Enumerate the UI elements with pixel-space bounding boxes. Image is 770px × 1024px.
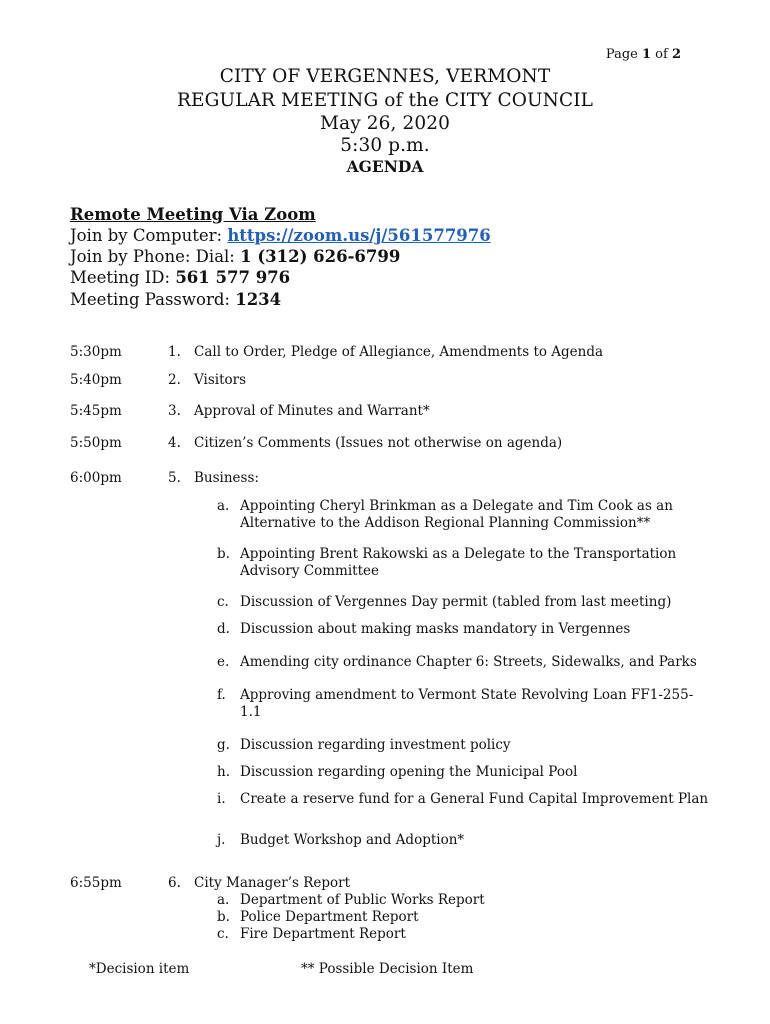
join-phone-label: Join by Phone: Dial: [70,247,241,266]
agenda-item: Citizen’s Comments (Issues not otherwise on agenda) [194,435,563,451]
meeting-password-label: Meeting Password: [70,290,236,309]
business-letter: h. [217,764,230,780]
meeting-time: 5:30 p.m. [340,135,430,156]
business-letter: d. [217,621,230,637]
remote-heading: Remote Meeting Via Zoom [70,205,316,224]
business-item-line: Alternative to the Addison Regional Planning Commission** [240,515,651,531]
page-of: of [655,47,668,62]
business-item-line: Appointing Brent Rakowski as a Delegate to the Transportation [240,546,677,562]
report-item: Fire Department Report [240,926,406,942]
footnote-possible-decision: ** Possible Decision Item [301,961,474,977]
join-computer-label: Join by Computer: [70,226,228,245]
business-item: Budget Workshop and Adoption* [240,832,465,848]
agenda-number: 3. [168,403,181,419]
agenda-number: 2. [168,372,181,388]
meeting-password-line [70,290,281,309]
business-item: Discussion regarding opening the Municipal Pool [240,764,578,780]
agenda-time: 5:45pm [70,403,122,419]
join-computer-line [70,226,491,245]
meeting-id-label: Meeting ID: [70,268,176,287]
page-number [606,47,681,62]
zoom-link[interactable]: https://zoom.us/j/561577976 [227,226,491,245]
business-item-line: Approving amendment to Vermont State Revolving Loan FF1-255- [240,687,694,703]
business-item [240,498,673,532]
report-letter: a. [217,892,230,908]
agenda-item: City Manager’s Report [194,875,351,891]
business-item: Discussion of Vergennes Day permit (tabled from last meeting) [240,594,672,610]
phone-number: 1 (312) 626-6799 [240,247,401,266]
report-letter: b. [217,909,230,925]
meeting-password: 1234 [235,290,282,309]
business-item: Create a reserve fund for a General Fund Capital Improvement Plan [240,791,709,807]
report-letter: c. [217,926,229,942]
meeting-id-line [70,268,290,287]
business-item: Amending city ordinance Chapter 6: Streets, Sidewalks, and Parks [240,654,697,670]
agenda-number: 5. [168,470,181,486]
agenda-item: Call to Order, Pledge of Allegiance, Amendments to Agenda [194,344,604,360]
business-item-line: Advisory Committee [240,563,379,579]
city-title: CITY OF VERGENNES, VERMONT [219,66,551,87]
business-item: Discussion regarding investment policy [240,737,511,753]
business-item-line: Appointing Cheryl Brinkman as a Delegate and Tim Cook as an [240,498,673,514]
agenda-heading: AGENDA [346,157,424,176]
page-current: 1 [641,47,652,62]
business-item [240,687,693,721]
report-item: Police Department Report [240,909,419,925]
business-letter: f. [217,687,226,703]
agenda-number: 4. [168,435,181,451]
page-label: Page [605,47,638,62]
business-item-line: 1.1 [240,704,262,720]
agenda-time: 5:30pm [70,344,122,360]
footnote-decision: *Decision item [89,961,190,977]
business-item [240,546,676,580]
report-item: Department of Public Works Report [240,892,485,908]
page-total: 2 [671,47,681,62]
agenda-time: 5:50pm [70,435,122,451]
agenda-time: 5:40pm [70,372,122,388]
business-letter: i. [217,791,226,807]
meeting-title: REGULAR MEETING of the CITY COUNCIL [177,90,593,111]
meeting-id: 561 577 976 [175,268,291,287]
business-letter: a. [217,498,230,514]
agenda-item: Visitors [194,372,247,388]
business-item: Discussion about making masks mandatory in Vergennes [240,621,631,637]
agenda-time: 6:55pm [70,875,122,891]
business-letter: g. [217,737,230,753]
join-phone-line [70,247,400,266]
agenda-item: Business: [194,470,259,486]
agenda-number: 1. [168,344,181,360]
business-letter: c. [217,594,229,610]
meeting-date: May 26, 2020 [320,113,450,134]
business-letter: e. [217,654,230,670]
business-letter: j. [217,832,226,848]
agenda-item: Approval of Minutes and Warrant* [194,403,430,419]
agenda-time: 6:00pm [70,470,122,486]
business-letter: b. [217,546,230,562]
agenda-number: 6. [168,875,181,891]
